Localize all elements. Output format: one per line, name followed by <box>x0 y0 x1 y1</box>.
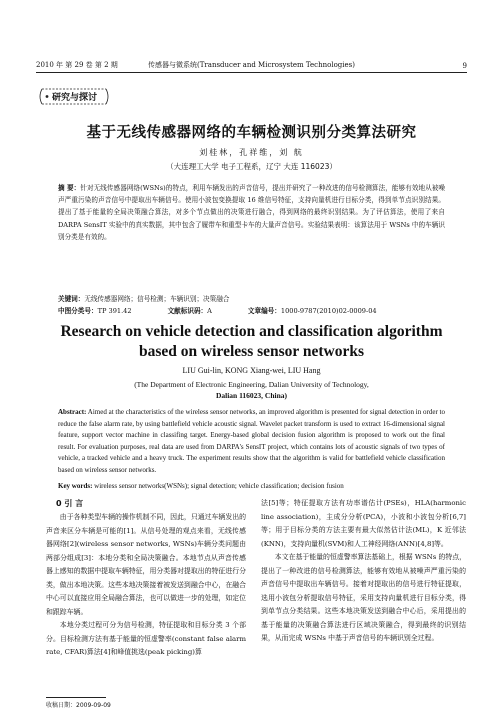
english-title-line-2: based on wireless sensor networks <box>138 343 365 360</box>
document-code: 文献标识码：A <box>167 307 212 315</box>
chinese-title: 基于无线传感器网络的车辆检测识别分类算法研究 <box>86 125 417 141</box>
chinese-abstract-text: 针对无线传感器网络(WSNs)的特点，利用车辆发出的声音信号，提出并研究了一种改进的信号检测算法，能够有效地从被噪声严重污染的声音信号中提取出车辆信号。使用小波包变换提取 16 维信号特征，支持向量机进行目标分类，得到单节点识别结果。提出了基于能量的全局决策融合算法，对多个节点做出的决策进行融合，得到网络的最终识别结果。为了评估算法，使用了来自 DARPA SensIT 实验中的真实数据，其中包含了履带车和重型卡车的大量声音信号。实验结果表明：该算法用于 WSNs 中的车辆识别分类是有效的。 <box>58 184 446 241</box>
body-paragraph: 法[5]等；特征提取方法有功率谱估计(PSEs)，HLA(harmonic line association)，主成分分析(PCA)，小波和小波包分析[6,7]等；用于目标分类的方法主要有最大似然估计法(ML)，K 近邻法(KNN)，支持向量机(SVM)和人工神经网络(ANN)[4,8]等。 <box>261 499 466 548</box>
english-keywords-text: wireless sensor networks(WSNs); signal detection; vehicle classification; decision fusion <box>94 482 344 490</box>
header-rule <box>36 72 467 73</box>
body-paragraph: 本地分类过程可分为信号检测，特征提取和目标分类 3 个部分。目标检测方法有基于能量的恒虚警率(constant false alarm rate, CFAR)算法[4]和峰值挑选(peak picking)算 <box>46 621 246 656</box>
english-affiliation-line-1: (The Department of Electronic Engineering, Dalian University of Technology, <box>134 380 369 389</box>
chinese-affiliation: （大连理工大学 电子工程系，辽宁 大连 116023） <box>166 162 337 171</box>
body-column-right <box>261 497 466 646</box>
section-tag-label: 研究与探讨 <box>52 93 98 103</box>
english-abstract-text: Aimed at the characteristics of the wireless sensor networks, an improved algorithm is presented for signal detection in order to reduce the false alarm rate, by using battlefield vehicle acoustic signal. Wavelet packet transform is used to extract 16-dimensional signal feature, support vector machine in classifing target. Energy-based global decision fusion algorithm is proposed to work out the final result. For evaluation purposes, real data are used from DARPA's SensIT project, which contains lots of acoustic signals of two types of vehicle, a tracked vehicle and a heavy truck. The experiment results show that the algorithm is valid for battlefield vehicle classification based on wireless sensor networks. <box>58 408 445 474</box>
english-abstract <box>58 407 445 477</box>
english-title <box>36 322 467 362</box>
section-tag <box>38 85 110 107</box>
english-affiliation <box>36 379 467 401</box>
english-authors: LIU Gui-lin, KONG Xiang-wei, LIU Hang <box>182 366 321 375</box>
body-column-left <box>46 497 246 660</box>
chinese-keywords-text: 无线传感器网络；信号检测；车辆识别；决策融合 <box>84 295 230 303</box>
chinese-abstract-label: 摘 要： <box>58 184 81 192</box>
english-affiliation-line-2: Dalian 116023, China) <box>215 391 288 400</box>
chinese-keywords <box>58 293 445 303</box>
english-keywords <box>58 482 445 490</box>
header-page-number: 9 <box>462 62 467 70</box>
classification-row <box>58 305 445 315</box>
header-issue: 2010 年 第 29 卷 第 2 期 <box>36 61 118 69</box>
chinese-authors: 刘桂林，孔祥维，刘 航 <box>199 148 304 157</box>
english-title-line-1: Research on vehicle detection and classification algorithm <box>60 323 443 340</box>
english-keywords-label: Key words: <box>58 482 93 490</box>
header-journal: 传感器与微系统(Transducer and Microsystem Technologies) <box>148 61 355 69</box>
chinese-keywords-label: 关键词： <box>58 295 85 303</box>
section-heading-introduction: 0 引 言 <box>56 499 84 508</box>
chinese-abstract <box>58 182 445 243</box>
received-date: 收稿日期：2009-09-09 <box>46 702 111 709</box>
running-header <box>36 58 467 70</box>
body-paragraph: 本文在基于能量的恒虚警率算法基础上，根据 WSNs 的特点，提出了一种改进的信号检测算法，能够有效地从被噪声严重污染的声音信号中提取出车辆信号。接着对提取出的信号进行特征提取，选用小波包分析提取信号特征，采用支持向量机进行目标分类，得到单节点分类结果。这些本地决策发送到融合中心后，采用提出的基于能量的决策融合算法进行区域决策融合，得到最终的识别结果，从而完成 WSNs 中基于声音信号的车辆识别全过程。 <box>261 553 466 642</box>
body-paragraph: 由于各种类型车辆的操作机制不同，因此，只通过车辆发出的声音来区分车辆是可能的[1]。从信号处理的观点来看，无线传感器网络[2](wireless sensor networks, WSNs)车辆分类问题由两部分组成[3]：本地分类和全局决策融合。本地节点从声音传感器上感知的数据中提取车辆特征，用分类器对提取出的特征进行分类，做出本地决策。这些本地决策接着被发送到融合中心，在融合中心可以直接应用全局融合算法，也可以做进一步的处理，如定位和跟踪车辆。 <box>46 513 246 616</box>
english-abstract-label: Abstract: <box>58 408 87 416</box>
article-number: 文章编号：1000-9787(2010)02-0009-04 <box>247 307 377 315</box>
footnote-rule <box>46 697 106 698</box>
clc-number: 中图分类号：TP 391.42 <box>58 307 132 315</box>
